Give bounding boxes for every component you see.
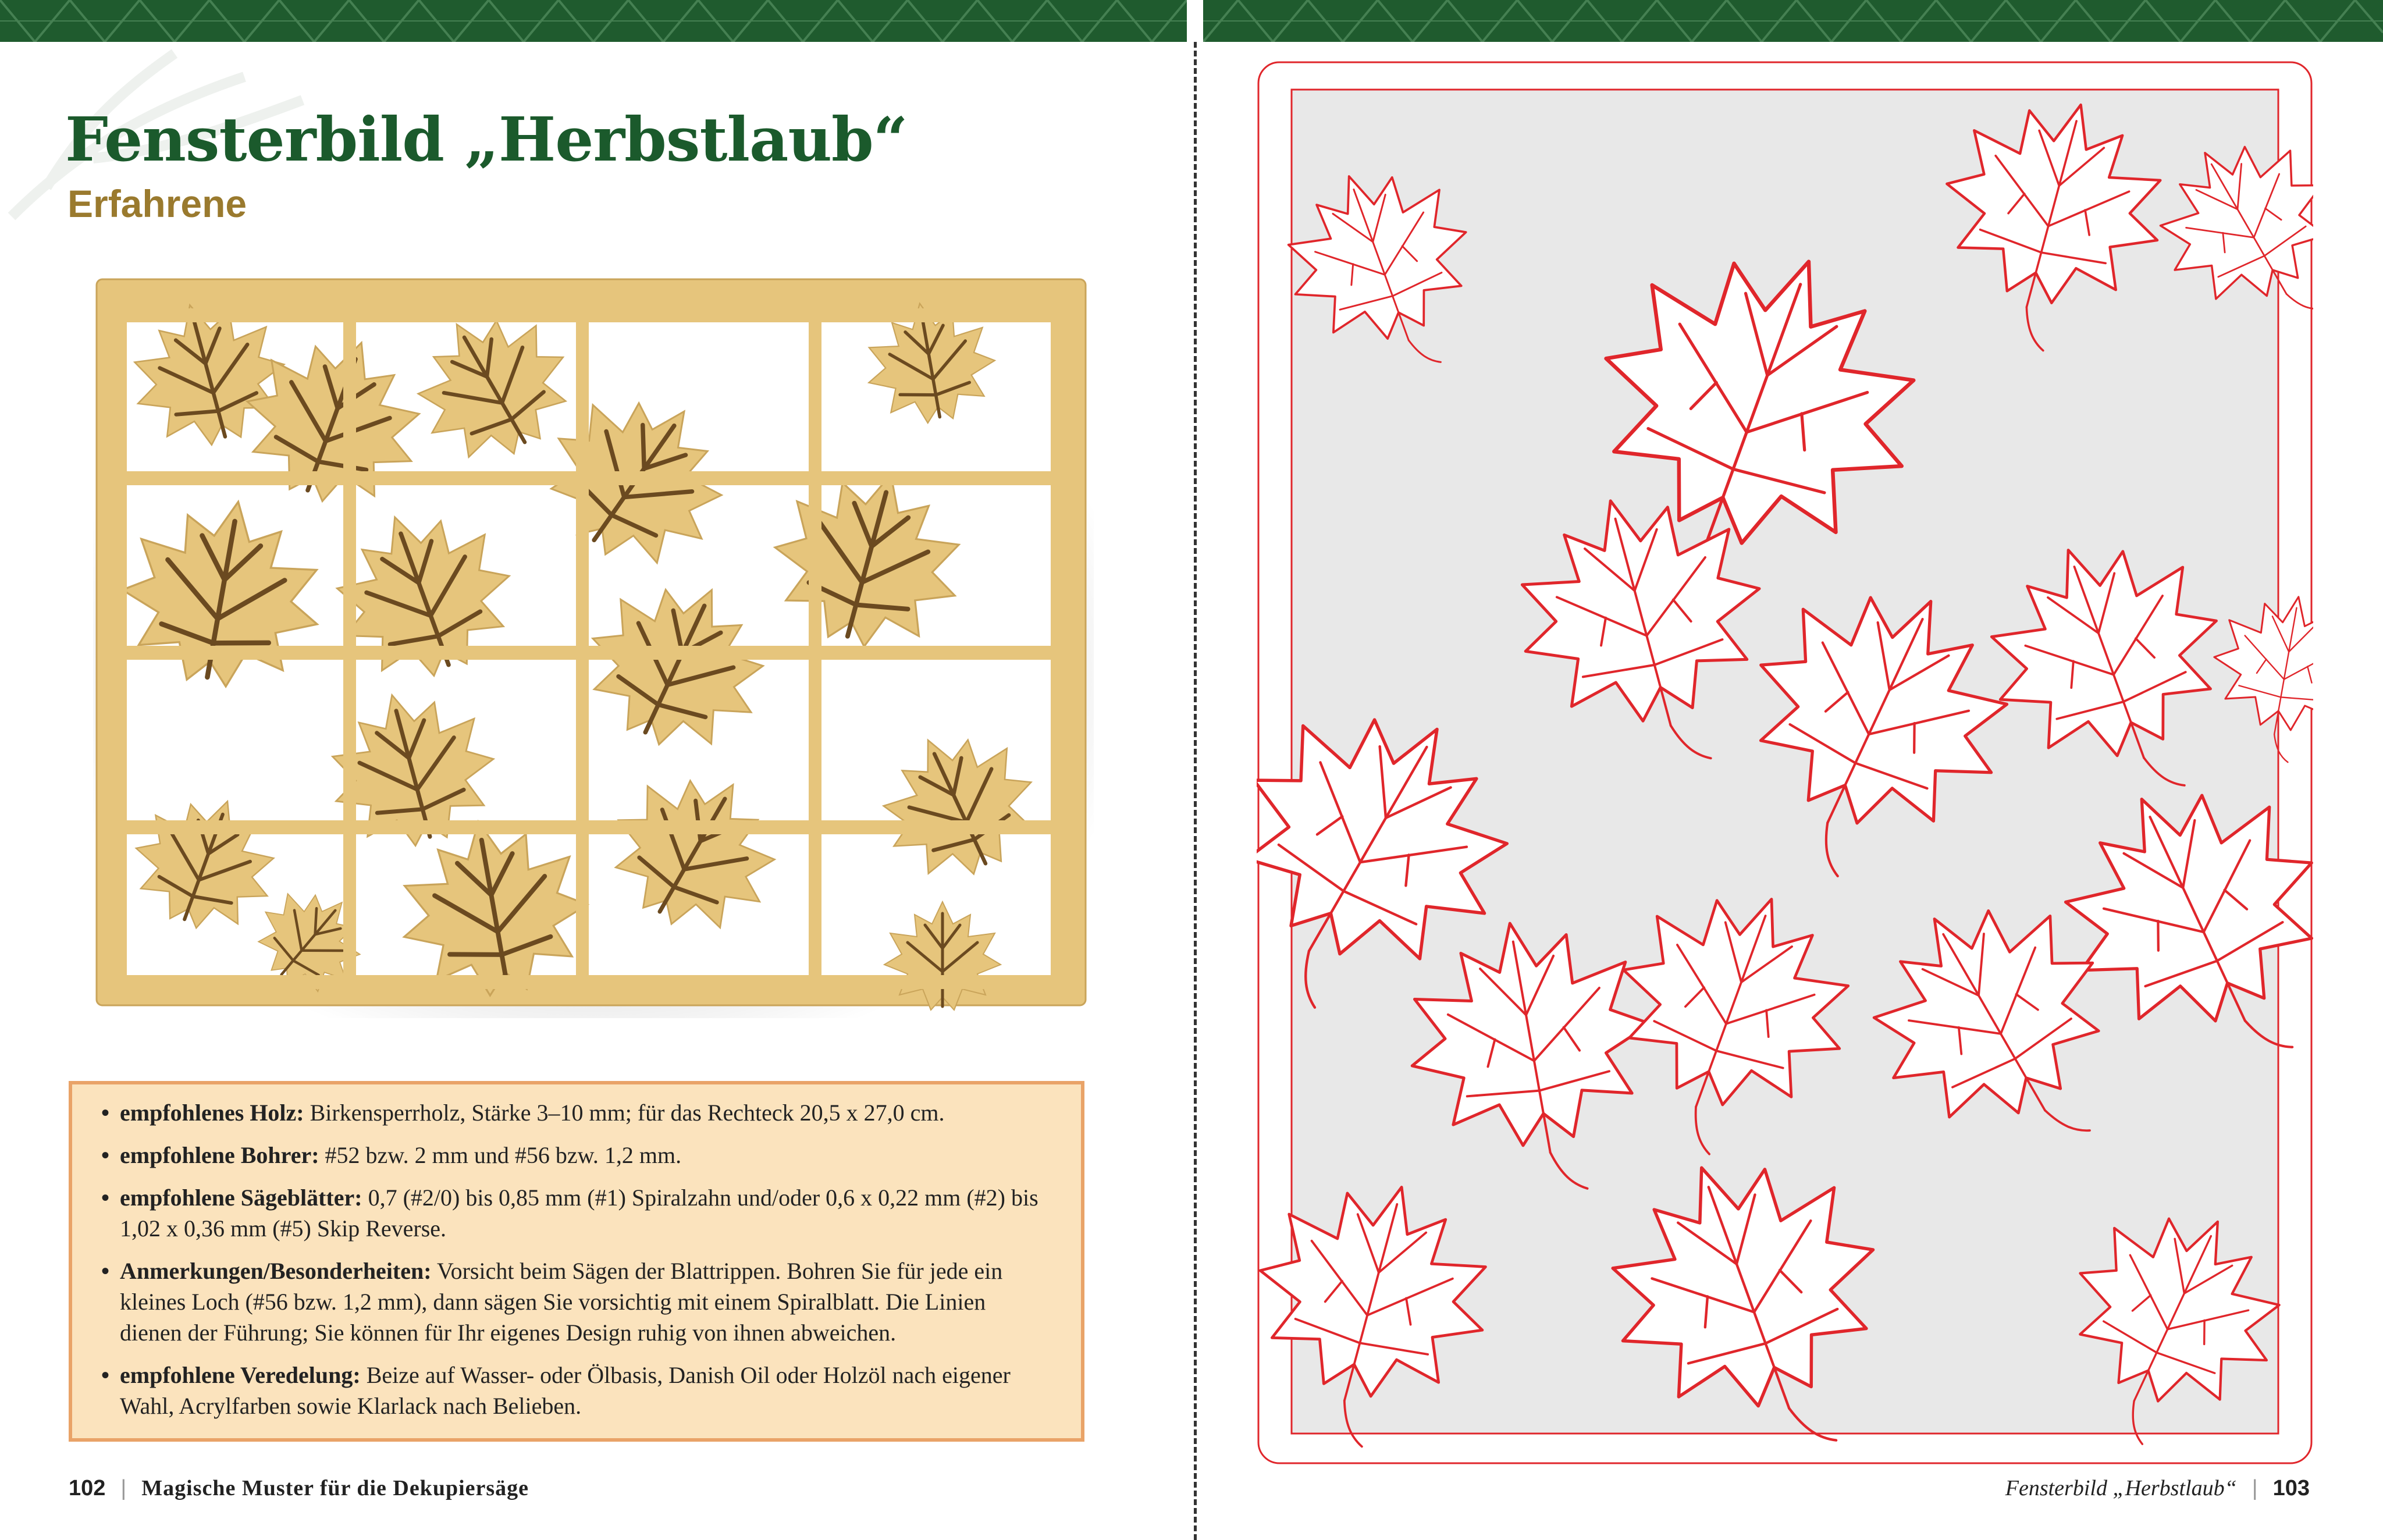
info-item-anmerkungen: • Anmerkungen/Besonderheiten: Vorsicht beim Sägen der Blattrippen. Bohren Sie für jede ein kleines Loch (#56 bzw. 1,2 mm), dann sägen Sie vorsichtig mit einem Spiralblatt. Die Linien dienen der Führung; Sie können für Ihr eigenes Design ruhig von ihnen abweichen. xyxy=(101,1256,1046,1348)
lattice-ornament xyxy=(1203,0,2383,42)
info-box xyxy=(69,1081,1084,1442)
scroll-saw-pattern xyxy=(1257,61,2313,1465)
info-item-saegeblaetter: • empfohlene Sägeblätter: 0,7 (#2/0) bis 0,85 mm (#1) Spiralzahn und/oder 0,6 x 0,22 mm (#2) bis 1,02 x 0,36 mm (#5) Skip Reverse. xyxy=(101,1182,1046,1244)
chapter-title: Fensterbild „Herbstlaub“ xyxy=(2005,1476,2237,1500)
page-title: Fensterbild „Herbstlaub“ xyxy=(65,104,908,175)
product-photo xyxy=(87,273,1100,1018)
header-band-left xyxy=(0,0,1187,42)
info-item-veredelung: • empfohlene Veredelung: Beize auf Wasser- oder Ölbasis, Danish Oil oder Holzöl nach eigener Wahl, Acrylfarben sowie Klarlack nach Belieben. xyxy=(101,1360,1046,1421)
footer-left: 102 | Magische Muster für die Dekupiersäge xyxy=(69,1476,529,1500)
difficulty-level: Erfahrene xyxy=(67,182,247,225)
info-item-bohrer: • empfohlene Bohrer: #52 bzw. 2 mm und #56 bzw. 1,2 mm. xyxy=(101,1140,1046,1171)
book-title: Magische Muster für die Dekupiersäge xyxy=(141,1476,529,1500)
footer-right: Fensterbild „Herbstlaub“ | 103 xyxy=(2005,1476,2310,1500)
header-band-right xyxy=(1203,0,2383,42)
page-number-left: 102 xyxy=(69,1476,106,1500)
page-number-right: 103 xyxy=(2272,1476,2310,1500)
page-fold-line xyxy=(1194,42,1197,1540)
info-item-holz: • empfohlenes Holz: Birkensperrholz, Stärke 3–10 mm; für das Rechteck 20,5 x 27,0 cm. xyxy=(101,1097,1046,1128)
lattice-ornament xyxy=(0,0,1187,42)
